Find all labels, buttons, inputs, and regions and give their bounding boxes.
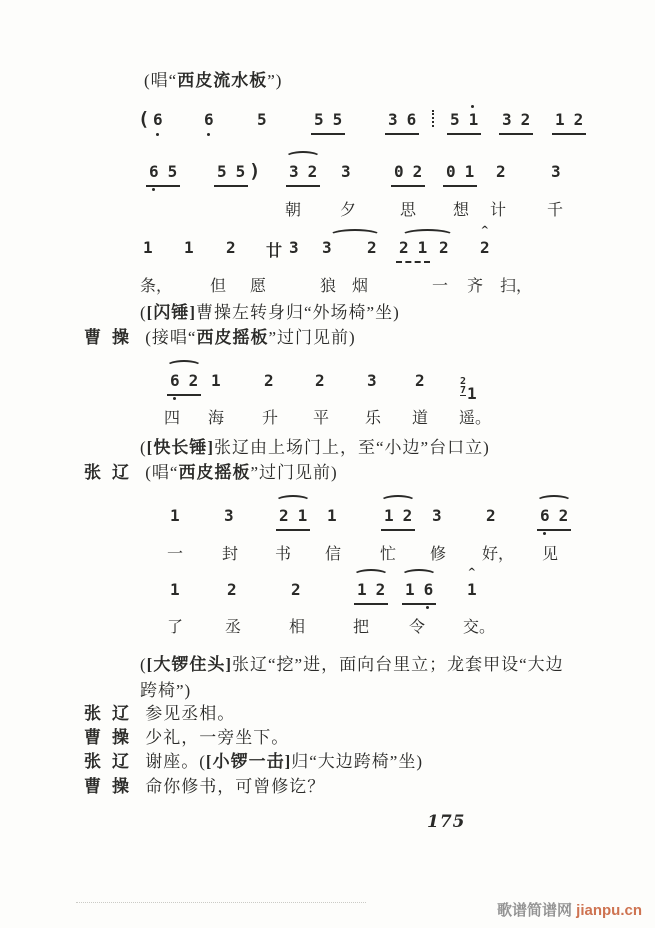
note: 3 xyxy=(224,506,234,525)
lyric-syllable: 朝 xyxy=(285,202,302,219)
lyric-syllable: 了 xyxy=(167,619,184,636)
stage-direction-2 xyxy=(140,437,490,459)
plain-text: ”过门见前) xyxy=(268,328,356,347)
note: 2 xyxy=(227,580,237,599)
note: 3 xyxy=(551,162,561,181)
dialog-row xyxy=(84,727,289,749)
lyric-syllable: 忙 xyxy=(380,546,397,563)
accent-caret: ^ xyxy=(467,567,477,578)
beamed-note-group xyxy=(381,506,415,531)
note: 1 xyxy=(170,580,180,599)
lyric-syllable: 狼 xyxy=(320,278,337,295)
octave-dot-below xyxy=(156,133,159,136)
dialog-text xyxy=(145,703,235,725)
lyric-syllable: 封 xyxy=(222,546,239,563)
stage-direction-text xyxy=(140,654,564,676)
stage-direction-1 xyxy=(140,302,400,324)
notation-line-3 xyxy=(0,225,655,264)
plain-text: ( xyxy=(140,438,147,457)
tie-arc xyxy=(401,569,437,582)
note: 3 xyxy=(289,238,299,257)
plain-text: 曹操左转身归“外场椅”坐) xyxy=(196,303,400,322)
speaker-cue-text xyxy=(145,462,337,484)
beamed-note-group xyxy=(276,506,310,531)
plain-text: 参见丞相。 xyxy=(145,704,236,723)
note: 2 xyxy=(264,371,274,390)
notation-line-zhangliao-1 xyxy=(0,506,655,532)
note: 2 xyxy=(367,238,377,257)
bold-text: [小锣一击] xyxy=(205,752,292,771)
note: 1 xyxy=(211,371,221,390)
accent-caret: ^ xyxy=(480,225,490,236)
speaker-name: 张辽 xyxy=(84,752,140,771)
parenthesis: ( xyxy=(138,108,150,130)
beamed-note-group xyxy=(402,580,436,605)
note: 1 xyxy=(170,506,180,525)
parenthesis: ) xyxy=(249,160,261,182)
lyric-syllable: 齐 xyxy=(467,278,484,295)
note: 2 xyxy=(486,506,496,525)
note: 2 xyxy=(573,110,584,129)
note: 3 xyxy=(388,110,398,129)
octave-dot-below xyxy=(426,606,429,609)
beamed-note-group xyxy=(167,371,201,396)
dialog-text xyxy=(145,751,423,773)
lyric-line-4 xyxy=(0,541,655,563)
grace-note-figure xyxy=(460,376,477,403)
plain-text: 谢座。( xyxy=(145,752,206,771)
lyric-syllable: 四 xyxy=(164,410,181,427)
tie-arc xyxy=(536,495,572,508)
free-meter-mark: 廿 xyxy=(266,243,283,260)
lyric-syllable: 平 xyxy=(313,410,330,427)
beamed-note-group xyxy=(146,162,180,187)
grace-note: 2 xyxy=(460,376,467,387)
beamed-note-group xyxy=(354,580,388,605)
note: 2 xyxy=(496,162,506,181)
speaker-name: 曹操 xyxy=(84,728,140,747)
note: 5 xyxy=(235,162,246,181)
plain-text: 归“大边跨椅”坐) xyxy=(291,752,424,771)
note: 1 xyxy=(555,110,565,129)
lyric-syllable: 书 xyxy=(275,546,292,563)
note: 6 xyxy=(170,371,180,391)
beamed-note-group xyxy=(286,162,320,187)
note: 2 xyxy=(315,371,325,390)
lyric-syllable: 修 xyxy=(430,546,447,563)
lyric-syllable: 烟 xyxy=(352,278,369,295)
lyric-line-1 xyxy=(0,197,655,219)
note: 3 xyxy=(289,162,299,181)
note: 2 ^ xyxy=(480,225,490,257)
note: 5 xyxy=(217,162,227,181)
note: 0 xyxy=(446,162,456,181)
lyric-syllable: 见 xyxy=(542,546,559,563)
note: 1 xyxy=(469,110,479,130)
bold-text: [大锣住头] xyxy=(146,655,232,674)
grace-note-stack xyxy=(460,377,466,396)
note: 5 xyxy=(314,110,324,129)
note: 5 xyxy=(332,110,343,129)
note: 1 ^ xyxy=(467,567,477,599)
note: 5 xyxy=(450,110,460,129)
plain-text: ( xyxy=(140,655,147,674)
note: 2 xyxy=(375,580,386,599)
note: 2 xyxy=(188,371,199,390)
note: 2 xyxy=(279,506,289,525)
note: 6 xyxy=(153,110,163,130)
note: 1 xyxy=(357,580,367,599)
speaker-cue-text xyxy=(145,327,355,349)
dialog-text xyxy=(145,776,325,798)
octave-dot-below xyxy=(173,397,176,400)
note: 2 xyxy=(415,371,425,390)
sing-style-instruction xyxy=(144,70,282,92)
note: 1 xyxy=(184,238,194,257)
lyric-syllable: 千 xyxy=(547,202,564,219)
note: 3 xyxy=(502,110,512,129)
notation-line-caocao xyxy=(0,371,655,403)
bold-text: [闪锤] xyxy=(146,303,196,322)
stage-direction-text xyxy=(140,437,490,459)
plain-text: (唱“ xyxy=(144,71,178,90)
beamed-note-group xyxy=(447,110,481,135)
lyric-syllable: 扫， xyxy=(500,278,533,295)
lyric-syllable: 乐 xyxy=(365,410,382,427)
scan-artifact-line xyxy=(76,902,366,903)
beamed-note-group xyxy=(499,110,533,135)
note: 0 xyxy=(394,162,404,181)
note: 2 xyxy=(412,162,423,181)
plain-text: ”过门见前) xyxy=(250,463,338,482)
note: 5 xyxy=(167,162,178,181)
notation-line-intro-2 xyxy=(0,162,655,188)
note: 3 xyxy=(432,506,442,525)
note: 2 xyxy=(439,238,449,257)
watermark-site-link: jianpu.cn xyxy=(576,902,643,919)
note: 2 xyxy=(307,162,318,181)
note: 1 xyxy=(297,506,308,525)
note: 2 xyxy=(402,506,413,525)
tie-arc xyxy=(353,569,389,582)
beamed-note-group xyxy=(311,110,345,135)
note: 2 xyxy=(399,238,409,257)
tie-arc xyxy=(166,360,202,373)
dialog-row xyxy=(84,751,423,773)
beamed-note-group xyxy=(385,110,419,135)
bold-text: 西皮摇板 xyxy=(196,328,269,347)
tie-arc xyxy=(285,151,321,164)
dialog-text xyxy=(145,727,289,749)
lyric-syllable: 好， xyxy=(482,546,515,563)
speaker-cue-zhangliao xyxy=(84,462,338,484)
octave-dot-above xyxy=(471,105,474,108)
beamed-note-group xyxy=(391,162,425,187)
note: 6 xyxy=(149,162,159,182)
page-number: 175 xyxy=(427,812,466,832)
lyric-syllable: 遥。 xyxy=(459,410,492,427)
watermark xyxy=(497,899,642,920)
plain-text: (接唱“ xyxy=(145,328,197,347)
note: 3 xyxy=(367,371,377,390)
lyric-syllable: 升 xyxy=(262,410,279,427)
beamed-note-group xyxy=(443,162,477,187)
dialog-row xyxy=(84,703,235,725)
lyric-syllable: 信 xyxy=(325,546,342,563)
octave-dot-below xyxy=(152,188,155,191)
stage-direction-3-line-2 xyxy=(140,680,191,702)
beamed-note-group xyxy=(537,506,571,531)
tie-arc xyxy=(380,495,416,508)
lyric-syllable: 道 xyxy=(412,410,429,427)
lyric-syllable: 令 xyxy=(409,619,426,636)
speaker-name: 张辽 xyxy=(84,463,140,482)
instruction-text xyxy=(144,70,282,92)
lyric-syllable: 条， xyxy=(140,278,173,295)
note: 5 xyxy=(257,110,267,129)
plain-text: 跨椅”) xyxy=(140,681,192,700)
note: 1 xyxy=(327,506,337,525)
lyric-syllable: 把 xyxy=(353,619,370,636)
note: 2 xyxy=(520,110,531,129)
note: 3 xyxy=(341,162,351,181)
note: 2 xyxy=(226,238,236,257)
note: 6 xyxy=(204,110,214,130)
lyric-syllable: 计 xyxy=(490,202,507,219)
note: 1 xyxy=(467,384,477,403)
lyric-syllable: 愿 xyxy=(250,278,267,295)
lyric-syllable: 想 xyxy=(453,202,470,219)
lyric-syllable: 丞 xyxy=(225,619,242,636)
lyric-syllable: 但 xyxy=(210,278,227,295)
lyric-syllable: 交。 xyxy=(463,619,496,636)
bar-line xyxy=(432,110,434,127)
tie-arc xyxy=(275,495,311,508)
speaker-cue-caocao xyxy=(84,327,356,349)
plain-text: ”) xyxy=(267,71,283,90)
plain-text: 少礼，一旁坐下。 xyxy=(145,728,290,747)
lyric-syllable: 一 xyxy=(432,278,449,295)
lyric-syllable: 思 xyxy=(400,202,417,219)
note: 6 xyxy=(540,506,550,526)
octave-dot-below xyxy=(207,133,210,136)
note: 1 xyxy=(464,162,475,181)
note: 2 xyxy=(291,580,301,599)
bold-text: 西皮流水板 xyxy=(177,71,268,90)
bold-text: 西皮摇板 xyxy=(178,463,251,482)
beamed-note-group xyxy=(214,162,248,187)
dialog-row xyxy=(84,776,325,798)
plain-text: (唱“ xyxy=(145,463,179,482)
lyric-line-3 xyxy=(0,405,655,427)
note: 1 xyxy=(405,580,415,599)
bold-text: [快长锤] xyxy=(146,438,214,457)
stage-direction-text xyxy=(140,302,400,324)
lyric-syllable: 夕 xyxy=(340,202,357,219)
note: 3 xyxy=(322,238,332,257)
stage-direction-3-line-1 xyxy=(140,654,564,676)
speaker-name: 曹操 xyxy=(84,328,140,347)
stage-direction-text xyxy=(140,680,191,702)
notation-line-zhangliao-2 xyxy=(0,567,655,606)
note: 6 xyxy=(424,580,434,600)
octave-dot-below xyxy=(543,532,546,535)
note: 1 xyxy=(384,506,394,525)
lyric-syllable: 相 xyxy=(289,619,306,636)
lyric-line-2 xyxy=(0,273,655,295)
note: 1 xyxy=(143,238,153,257)
grace-note: 7 xyxy=(460,385,467,396)
note: 2 xyxy=(558,506,569,525)
speaker-name: 张辽 xyxy=(84,704,140,723)
note: 6 xyxy=(406,110,417,129)
lyric-syllable: 一 xyxy=(167,546,184,563)
watermark-site-name: 歌谱简谱网 xyxy=(497,902,577,919)
lyric-line-5 xyxy=(0,614,655,636)
plain-text: 张辽“挖”进，面向台里立；龙套甲设“大边 xyxy=(232,655,564,674)
note: 1 xyxy=(417,238,428,257)
beamed-note-group xyxy=(552,110,586,135)
plain-text: 张辽由上场门上，至“小边”台口立) xyxy=(214,438,490,457)
lyric-syllable: 海 xyxy=(208,410,225,427)
plain-text: ( xyxy=(140,303,147,322)
speaker-name: 曹操 xyxy=(84,777,140,796)
plain-text: 命你修书，可曾修讫？ xyxy=(145,777,326,796)
notation-line-intro-1 xyxy=(0,110,655,136)
